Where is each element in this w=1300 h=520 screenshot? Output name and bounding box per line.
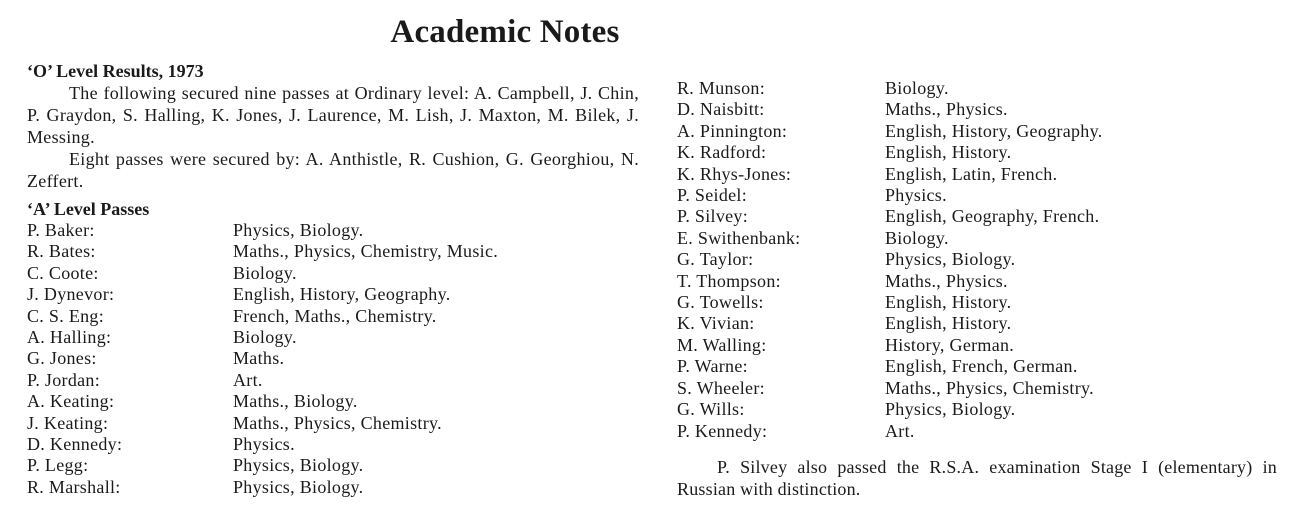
student-name: E. Swithenbank: [677,227,801,248]
subjects: English, History, Geography. [885,120,1103,141]
subjects: Maths., Physics. [885,270,1008,291]
student-name: G. Taylor: [677,249,754,270]
pass-row [27,284,639,305]
pass-row [677,185,1277,206]
a-level-list-right [677,78,1277,442]
student-name: K. Rhys-Jones: [677,163,792,184]
o-level-eight-passes: Eight passes were secured by: A. Anthistle, R. Cushion, G. Georghiou, N. Zeffert. [27,149,639,191]
subjects: Physics. [233,434,295,455]
student-name: P. Legg: [27,455,89,476]
student-name: P. Warne: [677,356,748,377]
student-name: R. Marshall: [27,476,121,497]
subjects: English, French, German. [885,356,1078,377]
russian-distinction-note: P. Silvey also passed the R.S.A. examination Stage I (elementary) in Russian with distinction. [677,456,1277,499]
subjects: French, Maths., Chemistry. [233,305,437,326]
pass-row [677,399,1277,420]
subjects: Physics, Biology. [885,249,1016,270]
student-name: P. Jordan: [27,369,101,390]
o-level-nine-passes: The following secured nine passes at Ordinary level: A. Campbell, J. Chin, P. Graydon, S. Halling, K. Jones, J. Laurence, M. Lish, J. Maxton, M. Bilek, J. Messing. [27,83,639,147]
student-name: P. Kennedy: [677,420,768,441]
subjects: Physics, Biology. [233,476,364,497]
student-name: J. Keating: [27,412,109,433]
subjects: English, History, Geography. [233,284,451,305]
pass-row [677,164,1277,185]
subjects: Art. [885,420,915,441]
subjects: English, History. [885,142,1012,163]
pass-row [677,356,1277,377]
student-name: A. Halling: [27,327,112,348]
pass-row [27,413,639,434]
pass-row [27,477,639,498]
subjects: English, Latin, French. [885,163,1058,184]
student-name: C. S. Eng: [27,305,105,326]
pass-row [677,292,1277,313]
student-name: D. Naisbitt: [677,99,765,120]
subjects: Physics, Biology. [233,220,364,240]
pass-row [677,249,1277,270]
pass-row [677,78,1277,99]
student-name: M. Walling: [677,334,767,355]
subjects: Art. [233,369,263,390]
student-name: P. Seidel: [677,185,748,206]
subjects: English, History. [885,313,1012,334]
subjects: Maths. [233,348,285,369]
student-name: K. Vivian: [677,313,755,334]
student-name: G. Wills: [677,399,745,420]
subjects: Maths., Biology. [233,391,358,412]
student-name: A. Pinnington: [677,120,788,141]
student-name: C. Coote: [27,262,99,283]
pass-row [27,370,639,391]
pass-row [27,391,639,412]
pass-row [27,263,639,284]
subjects: Maths., Physics, Chemistry, Music. [233,241,499,262]
student-name: S. Wheeler: [677,377,765,398]
a-level-list-left [27,220,639,498]
o-level-heading: ‘O’ Level Results, 1973 [27,61,204,81]
student-name: R. Bates: [27,241,96,262]
student-name: T. Thompson: [677,270,781,291]
student-name: G. Jones: [27,348,97,369]
right-column [677,78,1277,518]
pass-row [677,271,1277,292]
page-title: Academic Notes [390,14,620,50]
student-name: J. Dynevor: [27,284,115,305]
left-column [27,60,639,498]
subjects: Physics, Biology. [885,399,1016,420]
pass-row [677,121,1277,142]
student-name: A. Keating: [27,391,115,412]
student-name: D. Kennedy: [27,434,123,455]
student-name: K. Radford: [677,142,767,163]
pass-row [27,306,639,327]
pass-row [677,206,1277,227]
subjects: Maths., Physics. [885,99,1008,120]
student-name: R. Munson: [677,78,766,98]
subjects: Physics, Biology. [233,455,364,476]
subjects: Biology. [885,78,949,98]
subjects: History, German. [885,334,1015,355]
pass-row [27,327,639,348]
student-name: G. Towells: [677,292,764,313]
subjects: Physics. [885,185,947,206]
pass-row [677,142,1277,163]
subjects: English, Geography, French. [885,206,1100,227]
subjects: English, History. [885,292,1012,313]
pass-row [677,99,1277,120]
subjects: Maths., Physics, Chemistry. [233,412,442,433]
pass-row [677,228,1277,249]
pass-row [677,313,1277,334]
pass-row [27,220,639,241]
subjects: Maths., Physics, Chemistry. [885,377,1094,398]
student-name: P. Silvey: [677,206,749,227]
subjects: Biology. [233,262,297,283]
subjects: Biology. [233,327,297,348]
pass-row [677,335,1277,356]
student-name: P. Baker: [27,220,95,240]
pass-row [27,455,639,476]
a-level-heading: ‘A’ Level Passes [27,199,150,219]
pass-row [677,421,1277,442]
pass-row [27,241,639,262]
pass-row [27,434,639,455]
subjects: Biology. [885,227,949,248]
pass-row [677,378,1277,399]
pass-row [27,348,639,369]
